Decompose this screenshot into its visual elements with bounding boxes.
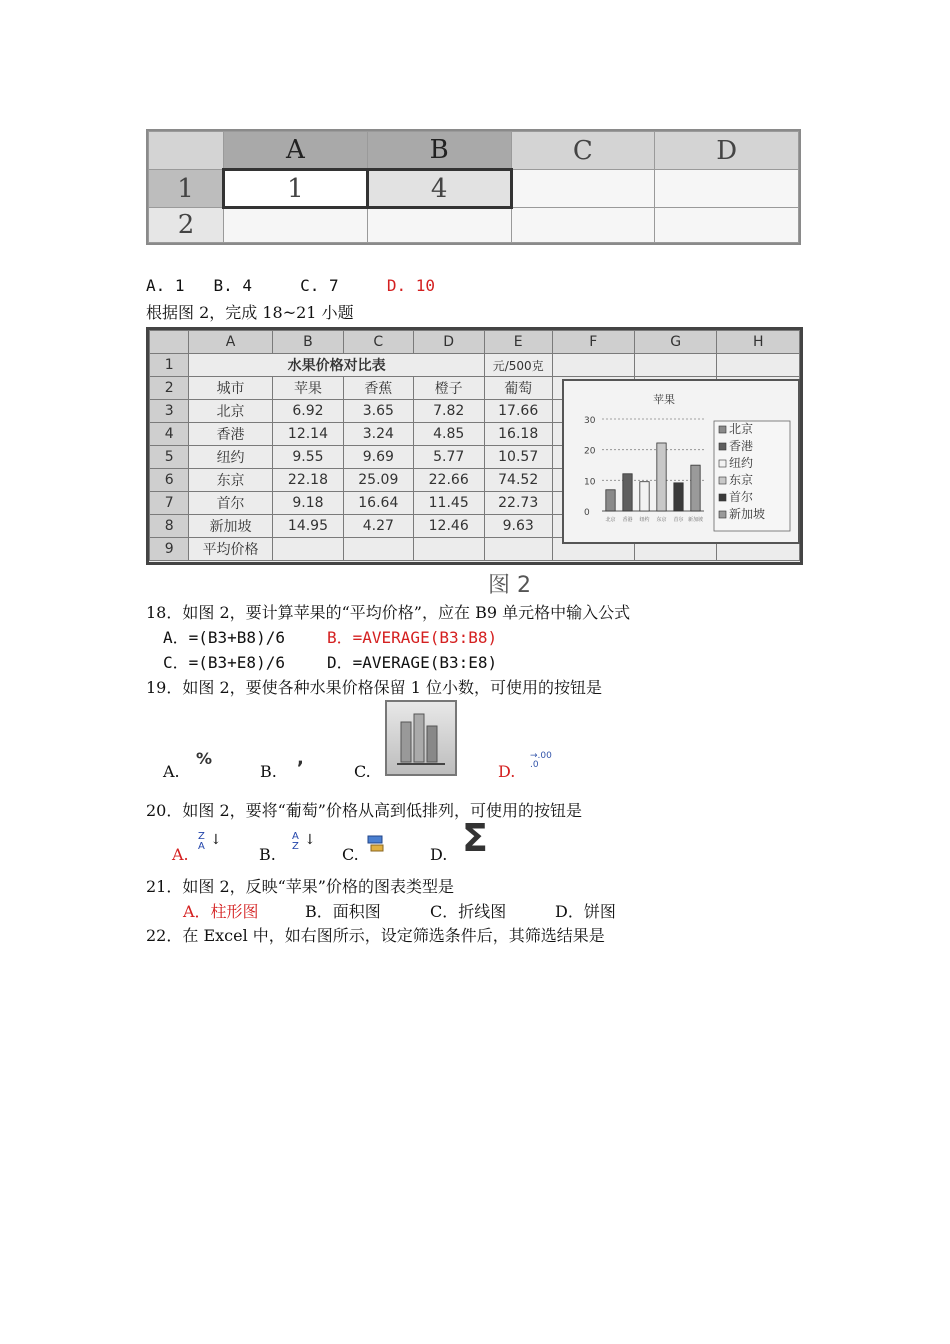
cell-d1 — [655, 170, 799, 208]
decrease-decimal-icon[interactable]: →.00 .0 — [530, 751, 552, 770]
apple-price-chart — [562, 379, 800, 544]
q19-option-a: A. — [163, 762, 180, 781]
header-cell: 城市 — [189, 377, 272, 400]
unit-label: 元/500克 — [484, 354, 552, 377]
row-header-2: 2 — [149, 208, 224, 243]
row-header: 2 — [150, 377, 189, 400]
header-cell: 葡萄 — [484, 377, 552, 400]
col-header: E — [484, 331, 552, 354]
format-painter-svg — [366, 834, 386, 854]
q18-option-a: A．=(B3+B8)/6 — [163, 628, 285, 647]
price-cell: 16.64 — [344, 492, 413, 515]
figure-2-caption: 图 2 — [488, 573, 531, 598]
price-cell: 3.24 — [344, 423, 413, 446]
price-cell: 22.18 — [272, 469, 343, 492]
chart-title: 苹果 — [653, 393, 675, 406]
col-header-d: D — [655, 132, 799, 170]
q19-option-b: B. — [260, 762, 277, 781]
bar — [606, 490, 615, 511]
q20-option-d: D. — [430, 845, 448, 864]
city-cell: 首尔 — [189, 492, 272, 515]
q22-text: 22．在 Excel 中，如右图所示，设定筛选条件后，其筛选结果是 — [146, 926, 605, 945]
legend-swatch — [719, 494, 726, 501]
col-header: C — [344, 331, 413, 354]
bar — [657, 443, 666, 511]
q19-option-d: D. — [498, 762, 516, 781]
price-cell: 4.85 — [413, 423, 484, 446]
q20-option-b: B. — [259, 845, 276, 864]
chart-svg — [564, 381, 798, 542]
sort-descending-icon[interactable] — [198, 832, 205, 852]
price-cell: 7.82 — [413, 400, 484, 423]
q21-option-d: D．饼图 — [555, 902, 616, 921]
row-header: 6 — [150, 469, 189, 492]
cell-d2 — [655, 208, 799, 243]
col-header: A — [189, 331, 272, 354]
q17-option-c: C. 7 — [300, 276, 339, 295]
price-cell: 3.65 — [344, 400, 413, 423]
spreadsheet-figure-2 — [146, 327, 803, 565]
sort-icon-bottom-letter: Z — [292, 841, 299, 852]
x-tick-label: 北京 — [605, 517, 616, 523]
down-arrow-icon: ↓ — [210, 832, 222, 848]
chart-wizard-button-icon[interactable] — [385, 700, 457, 776]
q20-option-c: C. — [342, 845, 359, 864]
price-cell: 9.18 — [272, 492, 343, 515]
x-tick-label: 纽约 — [639, 517, 650, 523]
q18-text: 18．如图 2，要计算苹果的“平均价格”，应在 B9 单元格中输入公式 — [146, 603, 631, 622]
price-cell: 6.92 — [272, 400, 343, 423]
q18-option-d: D．=AVERAGE(B3:E8) — [327, 653, 498, 672]
row-header: 5 — [150, 446, 189, 469]
down-arrow-icon: ↓ — [304, 832, 316, 848]
sort-icon-bottom-letter: A — [198, 841, 205, 852]
row-header: 3 — [150, 400, 189, 423]
col-header: F — [552, 331, 634, 354]
row-header: 8 — [150, 515, 189, 538]
header-cell: 香蕉 — [344, 377, 413, 400]
col-header: D — [413, 331, 484, 354]
city-cell: 纽约 — [189, 446, 272, 469]
legend-swatch — [719, 443, 726, 450]
price-cell: 9.69 — [344, 446, 413, 469]
price-cell: 12.14 — [272, 423, 343, 446]
price-cell: 17.66 — [484, 400, 552, 423]
cell-b2 — [367, 208, 511, 243]
sort-icon-top-letter: A — [292, 831, 299, 842]
header-cell: 橙子 — [413, 377, 484, 400]
legend-entry: 东京 — [729, 473, 754, 487]
price-cell: 9.63 — [484, 515, 552, 538]
q19-option-c: C. — [354, 762, 371, 781]
row-header: 9 — [150, 538, 189, 561]
q18-option-c: C．=(B3+E8)/6 — [163, 653, 285, 672]
q20-option-a: A. — [172, 845, 189, 864]
city-cell: 新加坡 — [189, 515, 272, 538]
cell-b1: 4 — [367, 170, 511, 208]
y-tick-label: 30 — [584, 416, 596, 426]
price-cell: 4.27 — [344, 515, 413, 538]
price-cell: 9.55 — [272, 446, 343, 469]
price-cell: 22.66 — [413, 469, 484, 492]
q21-text: 21．如图 2，反映“苹果”价格的图表类型是 — [146, 877, 454, 896]
col-header: G — [634, 331, 716, 354]
legend-swatch — [719, 426, 726, 433]
y-tick-label: 20 — [584, 446, 596, 457]
q17-option-d: D. 10 — [386, 276, 436, 295]
price-cell: 22.73 — [484, 492, 552, 515]
price-cell: 10.57 — [484, 446, 552, 469]
cell-c1 — [511, 170, 655, 208]
legend-swatch — [719, 477, 726, 484]
q21-option-c: C．折线图 — [430, 902, 507, 921]
price-cell: 12.46 — [413, 515, 484, 538]
comma-style-icon[interactable]: , — [297, 748, 304, 769]
chart-wizard-icon — [387, 702, 455, 774]
legend-entry: 北京 — [729, 422, 754, 436]
legend-entry: 香港 — [729, 439, 754, 453]
q17-options — [146, 276, 435, 295]
cell-c2 — [511, 208, 655, 243]
corner-cell — [149, 132, 224, 170]
q18-option-b: B．=AVERAGE(B3:B8) — [327, 628, 498, 647]
col-header: B — [272, 331, 343, 354]
percent-style-icon[interactable]: % — [196, 749, 213, 768]
cell-a1: 1 — [224, 170, 368, 208]
q21-option-b: B．面积图 — [305, 902, 381, 921]
row-header-1: 1 — [149, 170, 224, 208]
sort-icon-top-letter: Z — [198, 831, 205, 842]
city-cell: 北京 — [189, 400, 272, 423]
legend-entry: 纽约 — [729, 456, 754, 470]
x-tick-label: 香港 — [622, 517, 633, 523]
header-cell: 苹果 — [272, 377, 343, 400]
format-painter-icon[interactable] — [366, 834, 386, 858]
fig2-intro: 根据图 2，完成 18~21 小题 — [146, 303, 354, 322]
row-header: 1 — [150, 354, 189, 377]
q17-option-b: B. 4 — [213, 276, 252, 295]
sheet-title: 水果价格对比表 — [189, 354, 485, 377]
row-header: 4 — [150, 423, 189, 446]
price-cell: 74.52 — [484, 469, 552, 492]
sort-ascending-icon[interactable] — [292, 832, 299, 852]
legend-entry: 首尔 — [729, 490, 754, 504]
row-header: 7 — [150, 492, 189, 515]
x-tick-label: 首尔 — [673, 517, 684, 523]
legend-swatch — [719, 460, 726, 467]
col-header-b: B — [367, 132, 511, 170]
price-cell: 11.45 — [413, 492, 484, 515]
corner-cell — [150, 331, 189, 354]
q21-option-a: A．柱形图 — [183, 902, 259, 921]
price-cell: 16.18 — [484, 423, 552, 446]
legend-entry: 新加坡 — [729, 507, 766, 521]
cell-a2 — [224, 208, 368, 243]
y-tick-label: 10 — [584, 477, 596, 488]
bar — [623, 474, 632, 511]
price-cell: 5.77 — [413, 446, 484, 469]
autosum-icon[interactable]: Σ — [462, 816, 488, 860]
y-tick-label: 0 — [584, 508, 590, 518]
x-tick-label: 新加坡 — [687, 517, 704, 523]
price-cell: 14.95 — [272, 515, 343, 538]
col-header-c: C — [511, 132, 655, 170]
bar — [640, 482, 649, 511]
q20-text: 20．如图 2，要将“葡萄”价格从高到低排列，可使用的按钮是 — [146, 801, 582, 820]
q19-text: 19．如图 2，要使各种水果价格保留 1 位小数，可使用的按钮是 — [146, 678, 602, 697]
spreadsheet-figure-1 — [146, 129, 801, 245]
city-cell: 香港 — [189, 423, 272, 446]
bar — [691, 465, 700, 511]
bar — [674, 483, 683, 511]
legend-swatch — [719, 511, 726, 518]
price-cell: 25.09 — [344, 469, 413, 492]
avg-label: 平均价格 — [189, 538, 272, 561]
city-cell: 东京 — [189, 469, 272, 492]
col-header-a: A — [224, 132, 368, 170]
q17-option-a: A. 1 — [146, 276, 185, 295]
x-tick-label: 东京 — [656, 517, 667, 523]
col-header: H — [717, 331, 800, 354]
